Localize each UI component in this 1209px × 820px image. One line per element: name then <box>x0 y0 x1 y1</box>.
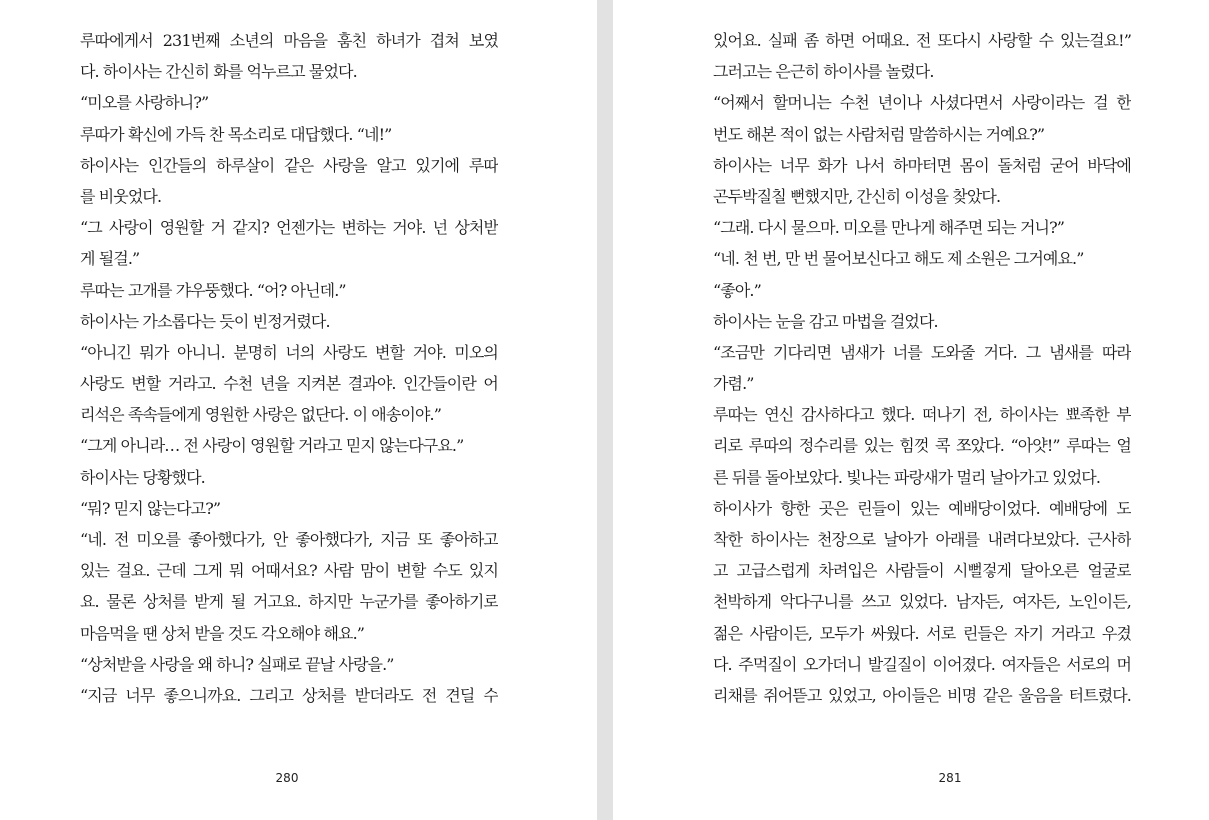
text-line: “그래. 다시 물으마. 미오를 만나게 해주면 되는 거니?” <box>713 218 1065 238</box>
text-line: “그 사랑이 영원할 거 같지? 언젠가는 변하는 거야. 넌 상처받 <box>80 218 498 238</box>
right-page-text <box>713 25 1131 711</box>
text-line: 젊은 사람이든, 모두가 싸웠다. 서로 린들은 자기 거라고 우겼 <box>713 623 1131 643</box>
text-line: “좋아.” <box>713 280 761 300</box>
text-line: “조금만 기다리면 냄새가 너를 도와줄 거다. 그 냄새를 따라 <box>713 342 1131 362</box>
text-line: “네. 천 번, 만 번 물어보신다고 해도 제 소원은 그거예요.” <box>713 249 1084 269</box>
text-line: 다. 하이사는 간신히 화를 억누르고 물었다. <box>80 62 357 82</box>
text-line: 하이사는 너무 화가 나서 하마터면 몸이 돌처럼 굳어 바닥에 <box>713 155 1131 175</box>
left-page-text <box>80 25 498 711</box>
text-line: 리채를 쥐어뜯고 있었고, 아이들은 비명 같은 울음을 터트렸다. <box>713 685 1131 705</box>
right-page-number: 281 <box>938 771 962 785</box>
text-line: “미오를 사랑하니?” <box>80 93 209 113</box>
text-line: 착한 하이사는 천장으로 날아가 아래를 내려다보았다. 근사하 <box>713 530 1131 549</box>
text-line: “뭐? 믿지 않는다고?” <box>80 498 221 518</box>
text-line: 루따가 확신에 가득 찬 목소리로 대답했다. “네!” <box>80 124 392 144</box>
text-line: 루따는 연신 감사하다고 했다. 떠나기 전, 하이사는 뾰족한 부 <box>713 405 1131 425</box>
text-line: 천박하게 악다구니를 쓰고 있었다. 남자든, 여자든, 노인이든, <box>713 592 1131 612</box>
text-line: 하이사는 눈을 감고 마법을 걸었다. <box>713 311 938 331</box>
text-line: 게 될걸.” <box>80 249 140 269</box>
text-line: “지금 너무 좋으니까요. 그리고 상처를 받더라도 전 견딜 수 <box>80 685 498 705</box>
page-gutter <box>597 0 613 820</box>
text-line: 있어요. 실패 좀 하면 어때요. 전 또다시 사랑할 수 있는걸요!” <box>713 31 1131 50</box>
text-line: “그게 아니라… 전 사랑이 영원할 거라고 믿지 않는다구요.” <box>80 436 464 456</box>
text-line: “어째서 할머니는 수천 년이나 사셨다면서 사랑이라는 걸 한 <box>713 93 1131 113</box>
text-line: “상처받을 사랑을 왜 하니? 실패로 끝날 사랑을.” <box>80 654 394 674</box>
text-line: 사랑도 변할 거라고. 수천 년을 지켜본 결과야. 인간들이란 어 <box>80 374 498 394</box>
text-line: 번도 해본 적이 없는 사람처럼 말씀하시는 거예요?” <box>713 124 1045 144</box>
text-line: 요. 물론 상처를 받게 될 거고요. 하지만 누군가를 좋아하기로 <box>80 592 498 612</box>
text-line: 리석은 족속들에게 영원한 사랑은 없단다. 이 애송이야.” <box>80 405 441 425</box>
text-line: “네. 전 미오를 좋아했다가, 안 좋아했다가, 지금 또 좋아하고 <box>80 530 498 549</box>
text-line: 고 고급스럽게 차려입은 사람들이 시뻘겋게 달아오른 얼굴로 <box>713 561 1131 581</box>
text-line: 가렴.” <box>713 374 754 394</box>
text-line: 하이사가 향한 곳은 린들이 있는 예배당이었다. 예배당에 도 <box>713 498 1131 518</box>
left-page <box>0 0 597 820</box>
text-line: 리로 루따의 정수리를 있는 힘껏 콕 쪼았다. “아얏!” 루따는 얼 <box>713 436 1131 456</box>
text-line: 하이사는 당황했다. <box>80 467 205 487</box>
text-line: 루따는 고개를 갸우뚱했다. “어? 아닌데.” <box>80 280 346 300</box>
text-line: 른 뒤를 돌아보았다. 빛나는 파랑새가 멀리 날아가고 있었다. <box>713 467 1101 487</box>
text-line: “아니긴 뭐가 아니니. 분명히 너의 사랑도 변할 거야. 미오의 <box>80 342 498 362</box>
text-line: 하이사는 인간들의 하루살이 같은 사랑을 알고 있기에 루따 <box>80 155 498 175</box>
left-page-number: 280 <box>275 771 299 785</box>
text-line: 있는 걸요. 근데 그게 뭐 어때서요? 사람 맘이 변할 수도 있지 <box>80 561 498 581</box>
text-line: 그러고는 은근히 하이사를 놀렸다. <box>713 62 934 82</box>
text-line: 를 비웃었다. <box>80 186 162 206</box>
text-line: 곤두박질칠 뻔했지만, 간신히 이성을 찾았다. <box>713 186 1001 206</box>
text-line: 마음먹을 땐 상처 받을 것도 각오해야 해요.” <box>80 623 365 643</box>
text-line: 다. 주먹질이 오가더니 발길질이 이어졌다. 여자들은 서로의 머 <box>713 654 1131 674</box>
text-line: 하이사는 가소롭다는 듯이 빈정거렸다. <box>80 311 330 331</box>
text-line: 루따에게서 231번째 소년의 마음을 훔친 하녀가 겹쳐 보였 <box>80 31 498 50</box>
